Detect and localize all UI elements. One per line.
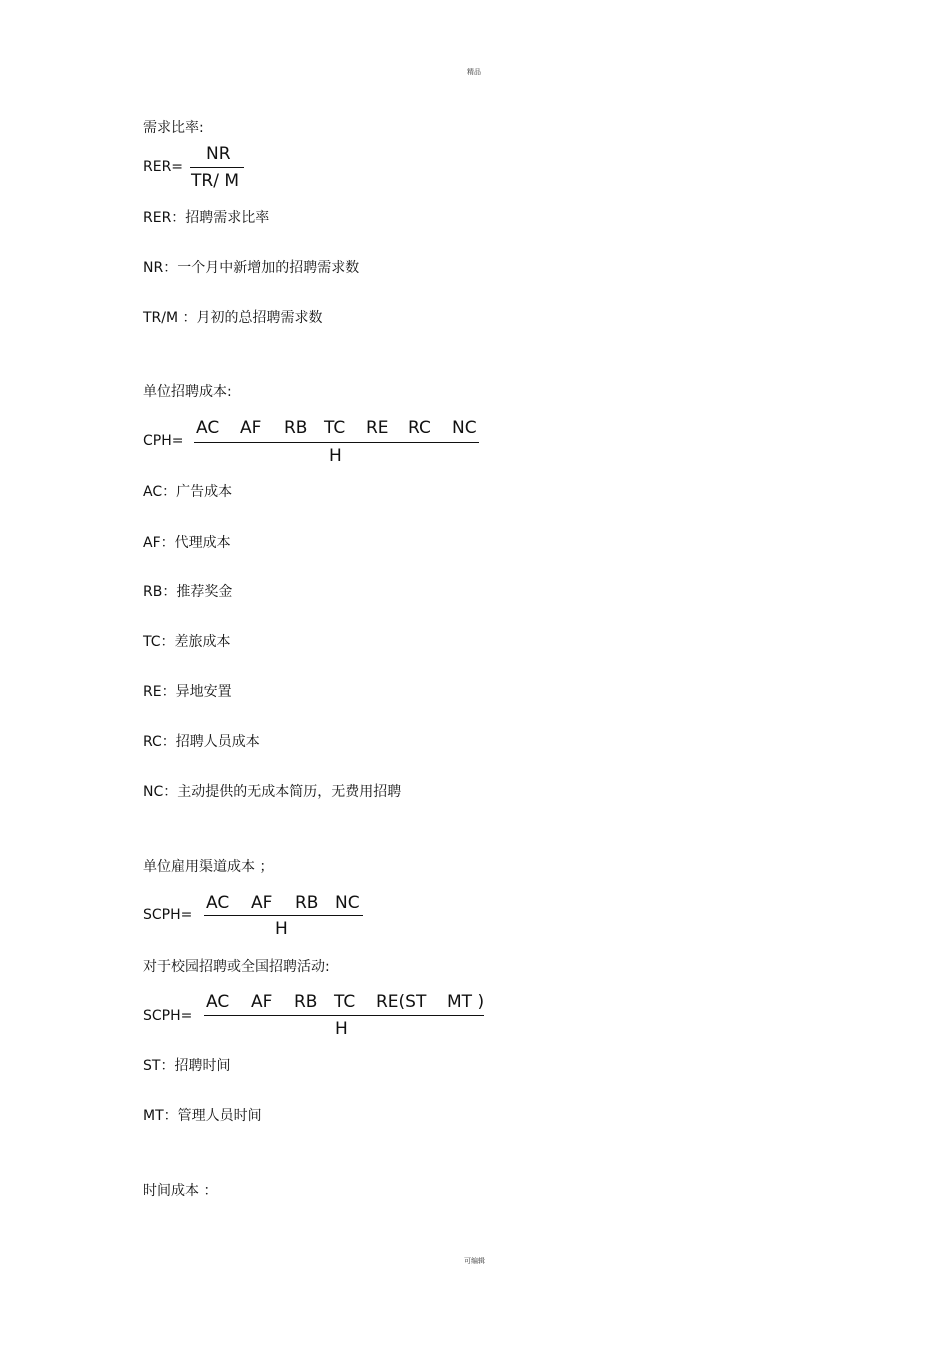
scph2-term: AF [251, 992, 273, 1012]
cph-denominator: H [329, 446, 342, 466]
mt-def: MT：管理人员时间 [143, 1108, 262, 1124]
rer-formula-label: RER= [143, 159, 184, 175]
cph-term: RC [408, 418, 431, 438]
scph2-formula-label: SCPH= [143, 1008, 193, 1024]
scph2-term: RE(ST [376, 992, 427, 1012]
rer-fraction [190, 144, 246, 192]
rer-heading: 需求比率: [143, 120, 204, 136]
rer-numerator: NR [206, 144, 231, 164]
cph-term: AF [240, 418, 262, 438]
tc-def: TC：差旅成本 [143, 634, 231, 650]
fraction-bar [204, 1015, 484, 1016]
scph-formula-label: SCPH= [143, 907, 193, 923]
scph2-denominator: H [335, 1019, 348, 1039]
cph-heading: 单位招聘成本: [143, 384, 232, 400]
scph-term: RB [295, 893, 319, 913]
page-footer: 可编辑 [464, 1257, 485, 1265]
rb-def: RB：推荐奖金 [143, 584, 233, 600]
st-def: ST：招聘时间 [143, 1058, 231, 1074]
scph-heading: 单位雇用渠道成本 ； [143, 859, 274, 875]
scph2-term: AC [206, 992, 230, 1012]
rer-denominator: TR/ M [191, 171, 239, 191]
fraction-bar [194, 442, 479, 443]
scph-term: NC [335, 893, 360, 913]
scph2-term: MT ) [447, 992, 485, 1012]
af-def: AF：代理成本 [143, 535, 231, 551]
scph-fraction [204, 893, 366, 941]
fraction-bar [204, 915, 363, 916]
cph-fraction [194, 418, 480, 468]
scph2-fraction [204, 992, 486, 1042]
cph-term: TC [324, 418, 346, 438]
scph-denominator: H [275, 919, 288, 939]
trm-def: TR/M ：月初的总招聘需求数 [143, 310, 323, 326]
scph-term: AC [206, 893, 230, 913]
scph-term: AF [251, 893, 273, 913]
cph-term: RE [366, 418, 389, 438]
re-def: RE：异地安置 [143, 684, 232, 700]
cph-term: RB [284, 418, 308, 438]
rc-def: RC：招聘人员成本 [143, 734, 260, 750]
scph2-term: TC [334, 992, 356, 1012]
page-header: 精品 [467, 68, 481, 76]
cph-term: AC [196, 418, 220, 438]
campus-heading: 对于校园招聘或全国招聘活动: [143, 959, 330, 975]
cph-term: NC [452, 418, 477, 438]
fraction-bar [190, 167, 244, 168]
scph2-term: RB [294, 992, 318, 1012]
cph-formula-label: CPH= [143, 433, 184, 449]
nr-def: NR：一个月中新增加的招聘需求数 [143, 260, 360, 276]
rer-def: RER：招聘需求比率 [143, 210, 270, 226]
nc-def: NC：主动提供的无成本简历，无费用招聘 [143, 784, 402, 800]
time-cost-heading: 时间成本 ： [143, 1183, 218, 1199]
ac-def: AC：广告成本 [143, 484, 233, 500]
